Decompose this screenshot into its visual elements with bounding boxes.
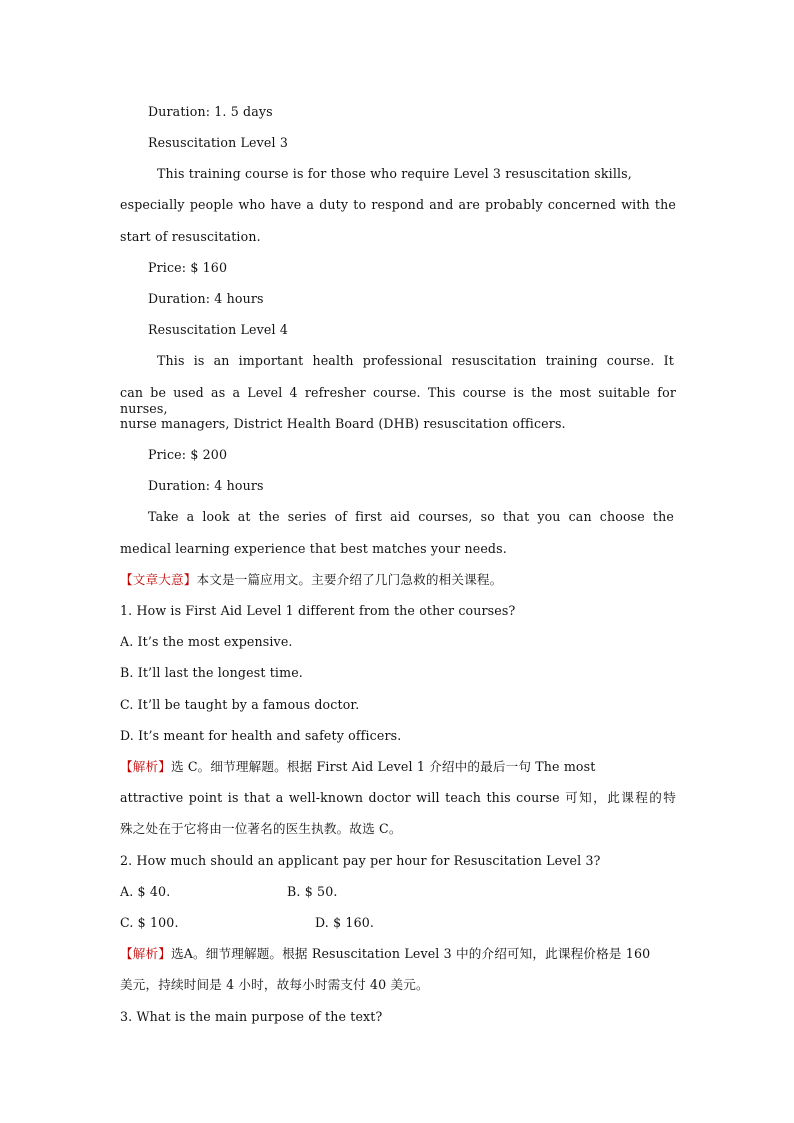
q2-options-row-1 xyxy=(120,884,676,900)
res3-description-line: This training course is for those who require Level 3 resuscitation skills, xyxy=(157,166,632,181)
question-3: 3. What is the main purpose of the text? xyxy=(120,1009,383,1024)
q1-option-a: A. It’s the most expensive. xyxy=(120,634,293,649)
q2-option-b: B. $ 50. xyxy=(287,884,338,899)
res4-description-line: nurse managers, District Health Board (DHB) resuscitation officers. xyxy=(120,416,566,431)
analysis-tag: 【解析】 xyxy=(120,759,171,774)
course-duration-line: Duration: 1. 5 days xyxy=(148,104,273,119)
q1-option-d: D. It’s meant for health and safety officers. xyxy=(120,728,402,743)
q2-option-d: D. $ 160. xyxy=(315,915,375,930)
q2-options-row-2 xyxy=(120,915,676,931)
q2-analysis-line: 美元，持续时间是 4 小时，故每小时需支付 40 美元。 xyxy=(120,977,429,992)
res3-duration: Duration: 4 hours xyxy=(148,291,264,306)
res3-price: Price: $ 160 xyxy=(148,260,228,275)
course-title-res4: Resuscitation Level 4 xyxy=(148,322,288,337)
res4-description-line: This is an important health professional resuscitation training course. It xyxy=(157,353,674,368)
res4-duration: Duration: 4 hours xyxy=(148,478,264,493)
analysis-text: 选A。细节理解题。根据 Resuscitation Level 3 中的介绍可知，此课程价格是 160 xyxy=(170,946,651,961)
analysis-text: 选 C。细节理解题。根据 First Aid Level 1 介绍中的最后一句 The most xyxy=(170,759,596,774)
closing-line: Take a look at the series of first aid courses, so that you can choose the xyxy=(148,509,674,524)
q1-analysis-line: 殊之处在于它将由一位著名的医生执教。故选 C。 xyxy=(120,821,402,836)
summary-text: 本文是一篇应用文。主要介绍了几门急救的相关课程。 xyxy=(196,572,503,587)
res3-description-line: especially people who have a duty to respond and are probably concerned with the xyxy=(120,197,676,212)
analysis-tag: 【解析】 xyxy=(120,946,171,961)
q1-analysis-line: attractive point is that a well-known doctor will teach this course 可知，此课程的特 xyxy=(120,790,676,805)
question-2: 2. How much should an applicant pay per hour for Resuscitation Level 3? xyxy=(120,853,601,868)
closing-line: medical learning experience that best matches your needs. xyxy=(120,541,507,556)
question-1: 1. How is First Aid Level 1 different from the other courses? xyxy=(120,603,516,618)
res4-description-line: can be used as a Level 4 refresher course. This course is the most suitable for nurses, xyxy=(120,385,676,416)
q1-option-c: C. It’ll be taught by a famous doctor. xyxy=(120,697,360,712)
q1-analysis-line xyxy=(120,759,676,775)
q2-option-a: A. $ 40. xyxy=(120,884,171,899)
q1-option-b: B. It’ll last the longest time. xyxy=(120,665,303,680)
res4-price: Price: $ 200 xyxy=(148,447,228,462)
q2-option-c: C. $ 100. xyxy=(120,915,179,930)
res3-description-line: start of resuscitation. xyxy=(120,229,261,244)
course-title-res3: Resuscitation Level 3 xyxy=(148,135,288,150)
summary-line xyxy=(120,572,676,588)
q2-analysis-line xyxy=(120,946,676,962)
summary-tag: 【文章大意】 xyxy=(120,572,197,587)
